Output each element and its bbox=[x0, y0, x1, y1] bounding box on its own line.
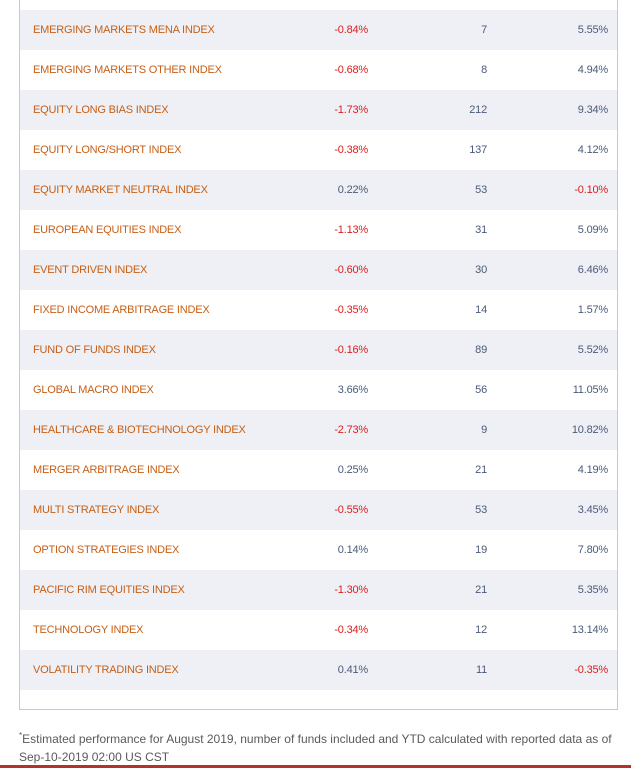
index-name-link[interactable]: TECHNOLOGY INDEX bbox=[33, 624, 144, 636]
ytd-performance: 5.52% bbox=[577, 344, 608, 356]
funds-count: 56 bbox=[475, 384, 487, 396]
monthly-performance: 3.66% bbox=[337, 384, 368, 396]
funds-count: 9 bbox=[481, 424, 487, 436]
table-row bbox=[20, 170, 617, 210]
funds-count: 14 bbox=[475, 304, 487, 316]
index-name-link[interactable]: FIXED INCOME ARBITRAGE INDEX bbox=[33, 304, 210, 316]
funds-count: 21 bbox=[475, 584, 487, 596]
ytd-performance: 4.12% bbox=[577, 144, 608, 156]
index-name-link[interactable]: EMERGING MARKETS OTHER INDEX bbox=[33, 64, 222, 76]
index-name-link[interactable]: EQUITY LONG/SHORT INDEX bbox=[33, 144, 182, 156]
table-row bbox=[20, 410, 617, 450]
ytd-performance: 4.19% bbox=[577, 464, 608, 476]
funds-count: 53 bbox=[475, 504, 487, 516]
table-row bbox=[20, 330, 617, 370]
monthly-performance: -0.55% bbox=[334, 504, 368, 516]
ytd-performance: 5.35% bbox=[577, 584, 608, 596]
index-name-link[interactable]: OPTION STRATEGIES INDEX bbox=[33, 544, 180, 556]
ytd-performance: -0.10% bbox=[574, 184, 608, 196]
table-row bbox=[20, 50, 617, 90]
ytd-performance: 1.57% bbox=[577, 304, 608, 316]
monthly-performance: -1.13% bbox=[334, 224, 368, 236]
table-row bbox=[20, 370, 617, 410]
ytd-performance: 9.34% bbox=[577, 104, 608, 116]
monthly-performance: -2.73% bbox=[334, 424, 368, 436]
index-performance-table bbox=[19, 0, 618, 710]
monthly-performance: -0.68% bbox=[334, 64, 368, 76]
ytd-performance: 7.80% bbox=[577, 544, 608, 556]
table-row bbox=[20, 210, 617, 250]
monthly-performance: 0.41% bbox=[337, 664, 368, 676]
funds-count: 89 bbox=[475, 344, 487, 356]
index-name-link[interactable]: EVENT DRIVEN INDEX bbox=[33, 264, 148, 276]
table-body bbox=[20, 10, 617, 690]
funds-count: 31 bbox=[475, 224, 487, 236]
monthly-performance: -1.30% bbox=[334, 584, 368, 596]
funds-count: 8 bbox=[481, 64, 487, 76]
index-name-link[interactable]: EUROPEAN EQUITIES INDEX bbox=[33, 224, 182, 236]
funds-count: 137 bbox=[469, 144, 487, 156]
table-row bbox=[20, 570, 617, 610]
index-name-link[interactable]: HEALTHCARE & BIOTECHNOLOGY INDEX bbox=[33, 424, 246, 436]
index-name-link[interactable]: VOLATILITY TRADING INDEX bbox=[33, 664, 179, 676]
footnote bbox=[19, 730, 619, 766]
ytd-performance: 11.05% bbox=[572, 384, 608, 396]
table-row bbox=[20, 290, 617, 330]
ytd-performance: 5.55% bbox=[577, 24, 608, 36]
table-row bbox=[20, 90, 617, 130]
table-row bbox=[20, 10, 617, 50]
ytd-performance: 3.45% bbox=[577, 504, 608, 516]
index-name-link[interactable]: GLOBAL MACRO INDEX bbox=[33, 384, 154, 396]
monthly-performance: -0.60% bbox=[334, 264, 368, 276]
table-row bbox=[20, 610, 617, 650]
ytd-performance: 6.46% bbox=[577, 264, 608, 276]
index-name-link[interactable]: PACIFIC RIM EQUITIES INDEX bbox=[33, 584, 185, 596]
monthly-performance: -0.38% bbox=[334, 144, 368, 156]
table-row bbox=[20, 130, 617, 170]
monthly-performance: -0.84% bbox=[334, 24, 368, 36]
monthly-performance: 0.22% bbox=[337, 184, 368, 196]
ytd-performance: 10.82% bbox=[571, 424, 608, 436]
index-name-link[interactable]: EMERGING MARKETS MENA INDEX bbox=[33, 24, 215, 36]
monthly-performance: -0.16% bbox=[334, 344, 368, 356]
index-name-link[interactable]: MULTI STRATEGY INDEX bbox=[33, 504, 160, 516]
monthly-performance: -0.34% bbox=[334, 624, 368, 636]
funds-count: 11 bbox=[475, 664, 487, 676]
footnote-text: Estimated performance for August 2019, number of funds included and YTD calculated with reported data as of Sep-10-2019 02:00 US CST bbox=[19, 732, 612, 764]
monthly-performance: 0.14% bbox=[337, 544, 368, 556]
funds-count: 12 bbox=[475, 624, 487, 636]
ytd-performance: 13.14% bbox=[571, 624, 608, 636]
table-row bbox=[20, 650, 617, 690]
funds-count: 7 bbox=[481, 24, 487, 36]
index-name-link[interactable]: MERGER ARBITRAGE INDEX bbox=[33, 464, 180, 476]
funds-count: 30 bbox=[475, 264, 487, 276]
index-name-link[interactable]: EQUITY LONG BIAS INDEX bbox=[33, 104, 169, 116]
monthly-performance: -0.35% bbox=[334, 304, 368, 316]
table-row bbox=[20, 450, 617, 490]
funds-count: 19 bbox=[475, 544, 487, 556]
ytd-performance: 5.09% bbox=[577, 224, 608, 236]
table-row bbox=[20, 250, 617, 290]
funds-count: 212 bbox=[469, 104, 487, 116]
table-row bbox=[20, 490, 617, 530]
funds-count: 21 bbox=[475, 464, 487, 476]
index-name-link[interactable]: FUND OF FUNDS INDEX bbox=[33, 344, 156, 356]
monthly-performance: -1.73% bbox=[334, 104, 368, 116]
monthly-performance: 0.25% bbox=[337, 464, 368, 476]
table-row bbox=[20, 530, 617, 570]
table-top-strip bbox=[20, 0, 617, 10]
ytd-performance: -0.35% bbox=[574, 664, 608, 676]
funds-count: 53 bbox=[475, 184, 487, 196]
footnote-marker: * bbox=[19, 731, 23, 740]
ytd-performance: 4.94% bbox=[577, 64, 608, 76]
index-name-link[interactable]: EQUITY MARKET NEUTRAL INDEX bbox=[33, 184, 208, 196]
